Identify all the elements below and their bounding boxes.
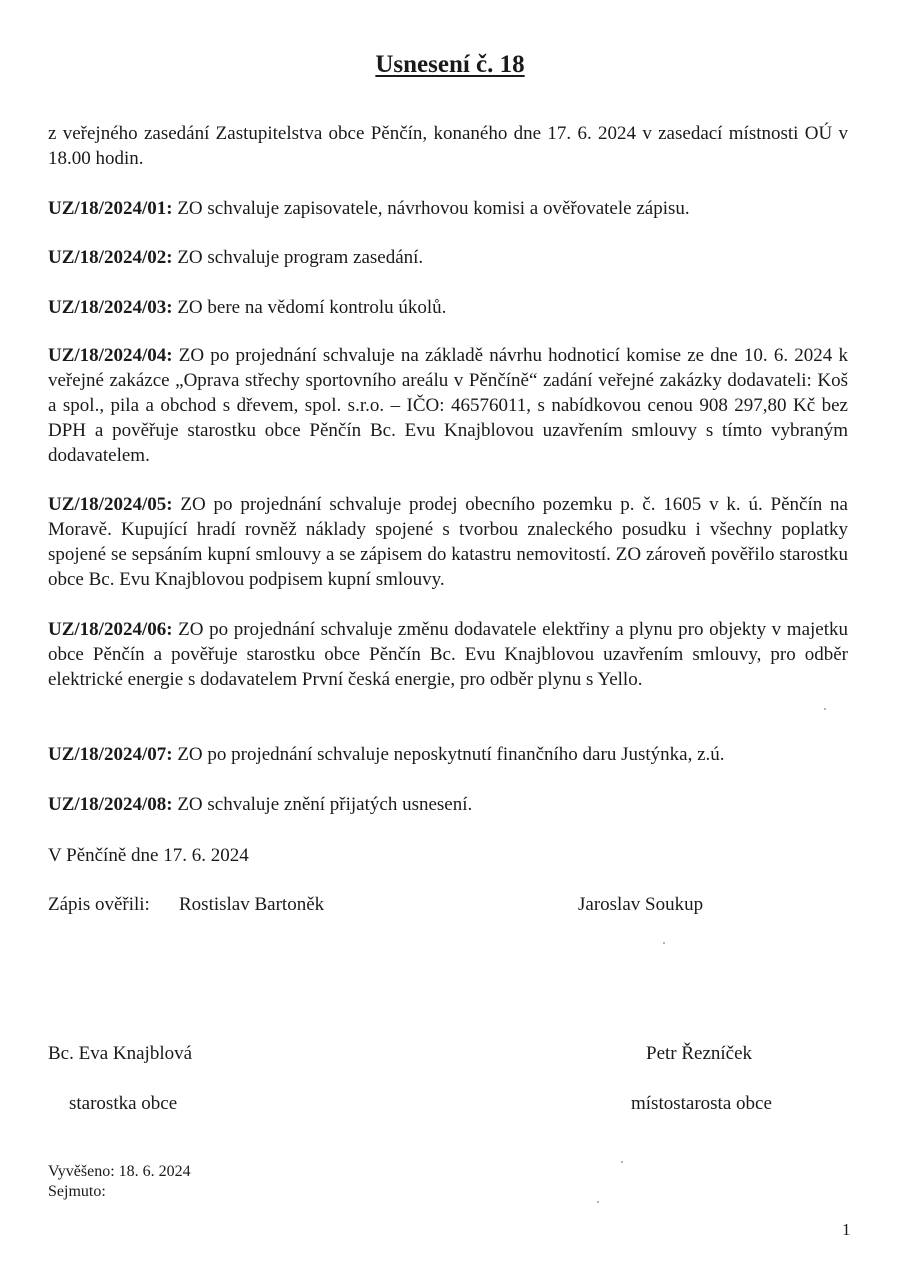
removed-date: Sejmuto: bbox=[48, 1183, 106, 1200]
signatory-role-left: starostka obce bbox=[69, 1093, 178, 1114]
document-title: Usnesení č. 18 bbox=[375, 51, 525, 78]
verifiers-label: Zápis ověřili: bbox=[48, 894, 150, 915]
resolution-text: ZO po projednání schvaluje neposkytnutí finančního daru Justýnka, z.ú. bbox=[177, 744, 725, 765]
scan-speck bbox=[621, 1161, 623, 1163]
resolution-text: ZO schvaluje program zasedání. bbox=[177, 247, 424, 268]
posted-date: Vyvěšeno: 18. 6. 2024 bbox=[48, 1163, 191, 1180]
place-date: V Pěnčíně dne 17. 6. 2024 bbox=[48, 845, 249, 866]
page-number: 1 bbox=[842, 1220, 851, 1239]
resolution-text: ZO schvaluje znění přijatých usnesení. bbox=[177, 794, 473, 815]
verifier-name-2: Jaroslav Soukup bbox=[578, 894, 704, 915]
resolution-text: ZO schvaluje zapisovatele, návrhovou komisi a ověřovatele zápisu. bbox=[177, 198, 690, 219]
scan-speck bbox=[663, 942, 665, 944]
resolution-03 bbox=[48, 295, 848, 320]
resolution-07 bbox=[48, 742, 848, 767]
signatory-name-left: Bc. Eva Knajblová bbox=[48, 1043, 193, 1064]
resolution-code: UZ/18/2024/05: bbox=[48, 494, 173, 515]
scan-speck bbox=[597, 1201, 599, 1203]
resolution-text: ZO po projednání schvaluje na základě návrhu hodnoticí komise ze dne 10. 6. 2024 k veřejné zakázce „Oprava střechy sportovního areálu v Pěnčíně“ zadání veřejné zakázky dodavateli: Koš a spol., pila a obchod s dřevem, spol. s.r.o. – IČO: 46576011, s nabídkovou cenou 908 297,80 Kč bez DPH a pověřuje starostku obce Pěnčín Bc. Evu Knajblovou uzavřením smlouvy s tímto vybraným dodavatelem. bbox=[48, 345, 848, 466]
resolution-code: UZ/18/2024/07: bbox=[48, 744, 173, 765]
resolution-04 bbox=[48, 343, 848, 468]
resolution-code: UZ/18/2024/01: bbox=[48, 198, 173, 219]
resolution-08 bbox=[48, 792, 848, 817]
resolution-text: ZO po projednání schvaluje prodej obecního pozemku p. č. 1605 v k. ú. Pěnčín na Moravě. Kupující hradí rovněž náklady spojené s tvorbou znaleckého posudku i všechny poplatky spojené se sepsáním kupní smlouvy a se zápisem do katastru nemovitostí. ZO zároveň pověřilo starostku obce Bc. Evu Knajblovou podpisem kupní smlouvy. bbox=[48, 494, 848, 590]
resolution-code: UZ/18/2024/06: bbox=[48, 619, 173, 640]
resolution-text: ZO po projednání schvaluje změnu dodavatele elektřiny a plynu pro objekty v majetku obce Pěnčín a pověřuje starostku obce Pěnčín Bc. Evu Knajblovou uzavřením smlouvy, pro odběr elektrické energie s dodavatelem První česká energie, pro odběr plynu s Yello. bbox=[48, 619, 848, 690]
scan-speck bbox=[824, 708, 826, 710]
signatory-name-right: Petr Řezníček bbox=[646, 1043, 753, 1064]
verifier-name-1: Rostislav Bartoněk bbox=[179, 894, 325, 915]
resolution-code: UZ/18/2024/04: bbox=[48, 345, 173, 366]
resolution-01 bbox=[48, 196, 848, 221]
resolution-text: ZO bere na vědomí kontrolu úkolů. bbox=[177, 297, 447, 318]
signatory-role-right: místostarosta obce bbox=[631, 1093, 772, 1114]
resolution-code: UZ/18/2024/02: bbox=[48, 247, 173, 268]
resolution-05 bbox=[48, 492, 848, 592]
resolution-06 bbox=[48, 617, 848, 692]
resolution-code: UZ/18/2024/08: bbox=[48, 794, 173, 815]
resolution-code: UZ/18/2024/03: bbox=[48, 297, 173, 318]
intro-paragraph: z veřejného zasedání Zastupitelstva obce Pěnčín, konaného dne 17. 6. 2024 v zasedací místnosti OÚ v 18.00 hodin. bbox=[48, 123, 848, 169]
resolution-02 bbox=[48, 245, 848, 270]
